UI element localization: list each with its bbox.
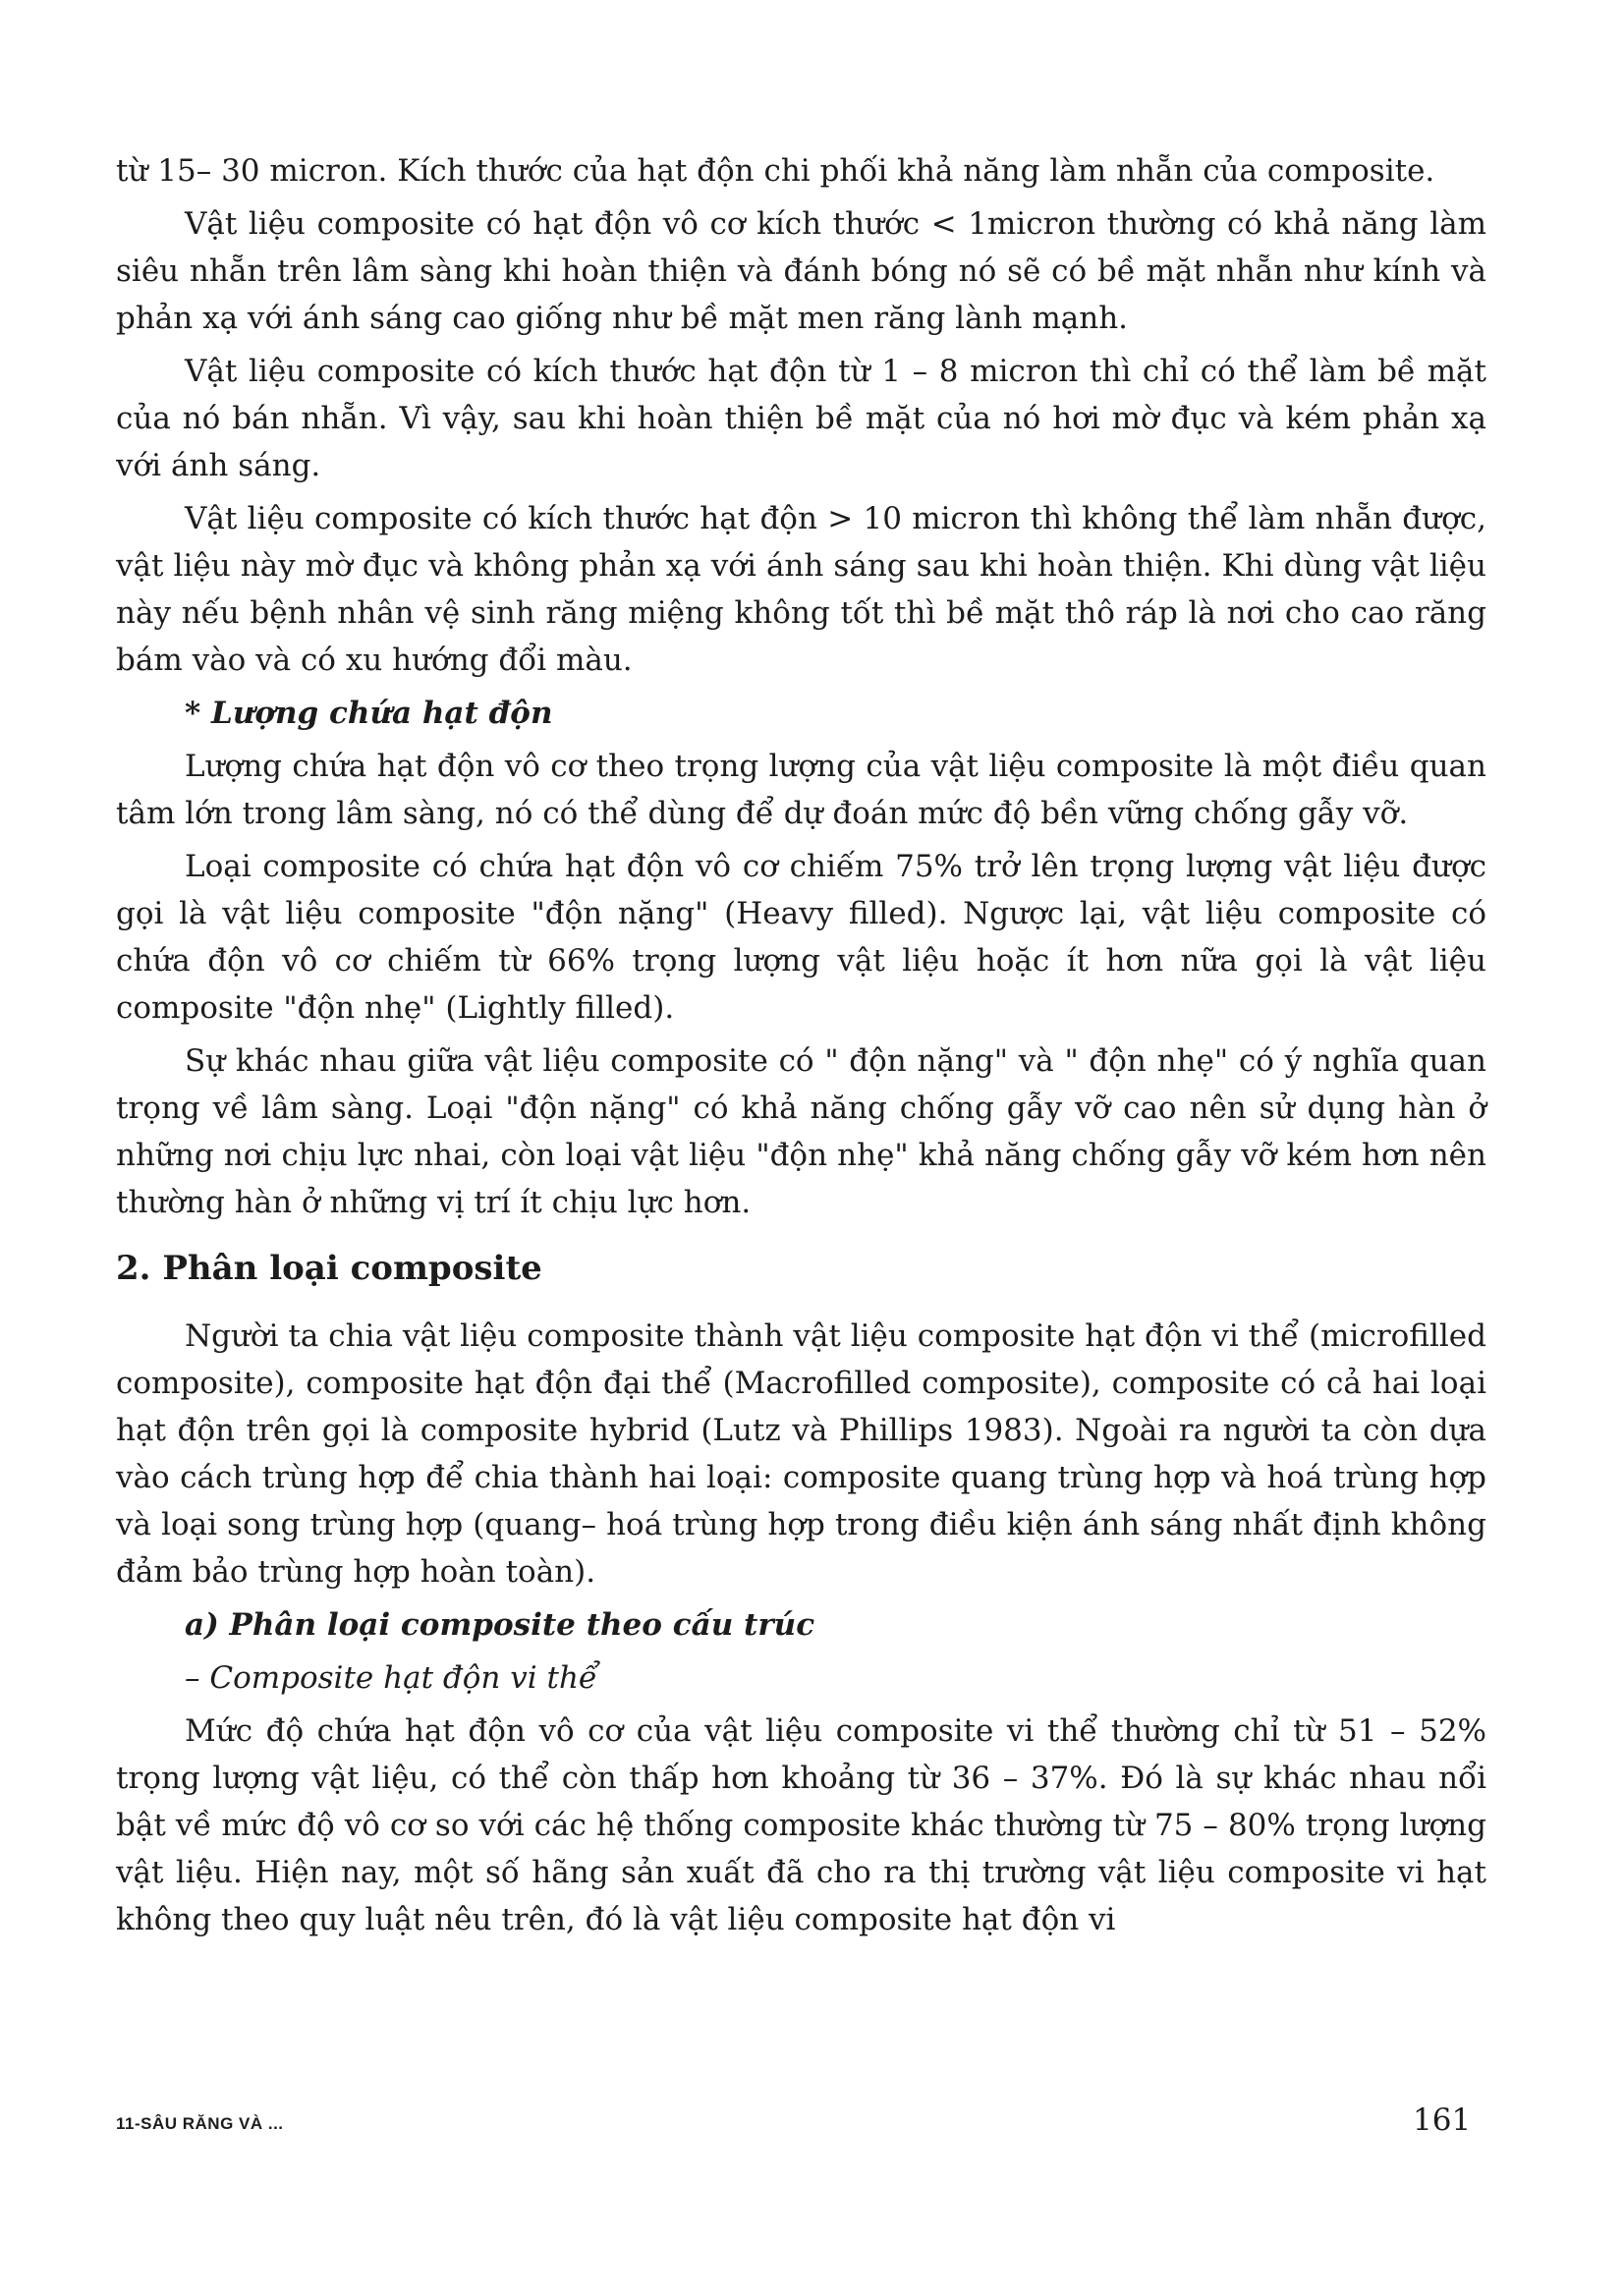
paragraph-1-8-micron: Vật liệu composite có kích thước hạt độn từ 1 – 8 micron thì chỉ có thể làm bề mặt của nó bán nhẵn. Vì vậy, sau khi hoàn thiện bề mặt của nó hơi mờ đục và kém phản xạ với ánh sáng.: [116, 354, 1486, 483]
paragraph-microfilled: Mức độ chứa hạt độn vô cơ của vật liệu composite vi thể thường chỉ từ 51 – 52% trọng lượng vật liệu, có thể còn thấp hơn khoảng từ 36 – 37%. Đó là sự khác nhau nổi bật về mức độ vô cơ so với các hệ thống composite khác thường từ 75 – 80% trọng lượng vật liệu. Hiện nay, một số hãng sản xuất đã cho ra thị trường vật liệu composite vi hạt không theo quy luật nêu trên, đó là vật liệu composite hạt độn vi: [116, 1713, 1486, 1937]
paragraph-over-10-micron: Vật liệu composite có kích thước hạt độn > 10 micron thì không thể làm nhẵn được, vật liệu này mờ đục và không phản xạ với ánh sáng sau khi hoàn thiện. Khi dùng vật liệu này nếu bệnh nhân vệ sinh răng miệng không tốt thì bề mặt thô ráp là nơi cho cao răng bám vào và có xu hướng đổi màu.: [116, 501, 1486, 678]
paragraph-classification: Người ta chia vật liệu composite thành vật liệu composite hạt độn vi thể (microfilled composite), composite hạt độn đại thể (Macrofilled composite), composite có cả hai loại hạt độn trên gọi là composite hybrid (Lutz và Phillips 1983). Ngoài ra người ta còn dựa vào cách trùng hợp để chia thành hai loại: composite quang trùng hợp và hoá trùng hợp và loại song trùng hợp (quang– hoá trùng hợp trong điều kiện ánh sáng nhất định không đảm bảo trùng hợp hoàn toàn).: [116, 1318, 1486, 1590]
paragraph-heavy-light-filled: Loại composite có chứa hạt độn vô cơ chiếm 75% trở lên trọng lượng vật liệu được gọi là vật liệu composite "độn nặng" (Heavy filled). Ngược lại, vật liệu composite có chứa độn vô cơ chiếm từ 66% trọng lượng vật liệu hoặc ít hơn nữa gọi là vật liệu composite "độn nhẹ" (Lightly filled).: [116, 849, 1486, 1026]
paragraph-filler-weight: Lượng chứa hạt độn vô cơ theo trọng lượng của vật liệu composite là một điều quan tâm lớn trong lâm sàng, nó có thể dùng để dự đoán mức độ bền vững chống gẫy vỡ.: [116, 749, 1486, 831]
section-title-classification: 2. Phân loại composite: [116, 1249, 542, 1288]
footer-book-title: 11-SÂU RĂNG VÀ ...: [116, 2114, 284, 2133]
subheading-filler-content: * Lượng chứa hạt độn: [185, 696, 553, 731]
subheading-microfilled: – Composite hạt độn vi thể: [185, 1660, 597, 1696]
paragraph-difference: Sự khác nhau giữa vật liệu composite có " độn nặng" và " độn nhẹ" có ý nghĩa quan trọng về lâm sàng. Loại "độn nặng" có khả năng chống gẫy vỡ cao nên sử dụng hàn ở những nơi chịu lực nhai, còn loại vật liệu "độn nhẹ" khả năng chống gẫy vỡ kém hơn nên thường hàn ở những vị trí ít chịu lực hơn.: [116, 1043, 1486, 1220]
page-body: [116, 147, 1486, 1949]
paragraph-submicron: Vật liệu composite có hạt độn vô cơ kích thước < 1micron thường có khả năng làm siêu nhẵn trên lâm sàng khi hoàn thiện và đánh bóng nó sẽ có bề mặt nhẵn như kính và phản xạ với ánh sáng cao giống như bề mặt men răng lành mạnh.: [116, 206, 1486, 336]
page-number: 161: [1413, 2102, 1472, 2138]
paragraph-continuation: từ 15– 30 micron. Kích thước của hạt độn chi phối khả năng làm nhẵn của composite.: [116, 153, 1435, 189]
subheading-by-structure: a) Phân loại composite theo cấu trúc: [185, 1607, 815, 1643]
